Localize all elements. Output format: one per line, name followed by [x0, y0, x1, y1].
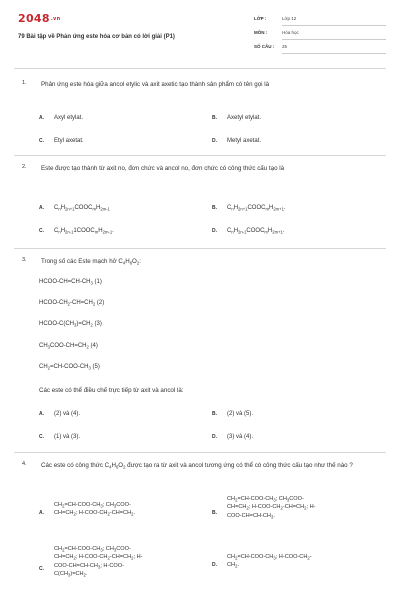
formula-line: HCOO-$CH_2-CH=CH_2$ (2) — [39, 300, 105, 307]
formula-line: $CH_2=CH-COO-CH_3$ (5) — [39, 364, 100, 371]
question-text: Trong số các Este mạch hở $C_4H_6O_2$: — [41, 258, 141, 266]
page-header — [0, 0, 400, 62]
question-subtext: Các este có thể điều chế trực tiếp từ axit và ancol là: — [39, 387, 184, 394]
formula-line: HCOO-$CH=CH-CH_3$ (1) — [39, 279, 102, 286]
formula-line: $CH_3COO-CH=CH_2$ (4) — [39, 343, 98, 350]
formula-line: HCOO-$C(CH_3)=CH_2$ (3) — [39, 321, 102, 328]
site-logo[interactable]: 2048.vn — [18, 12, 61, 25]
question-text: Este được tạo thành từ axit no, đơn chức và ancol no, đơn chức có công thức cấu tạo là — [41, 165, 285, 172]
divider — [14, 452, 386, 453]
page-title: 79 Bài tập về Phản ứng este hóa cơ bản có lời giải (P1) — [18, 34, 175, 40]
meta-class: LỚP : Lớp 12 — [254, 13, 386, 26]
meta-subject: MÔN : Hóa học — [254, 27, 386, 40]
divider — [14, 68, 386, 69]
question-text: Các este có công thức $C_4H_6O_2$ được tạo ra từ axit và ancol tương ứng có thể có công thức cấu tạo như thế nào ? — [41, 462, 353, 470]
divider — [14, 155, 386, 156]
meta-question-count: SỐ CÂU : 25 — [254, 41, 386, 54]
question-text: Phản ứng este hóa giữa ancol etylic và axit axetic tạo thành sản phẩm có tên gọi là — [41, 81, 270, 88]
divider — [14, 248, 386, 249]
